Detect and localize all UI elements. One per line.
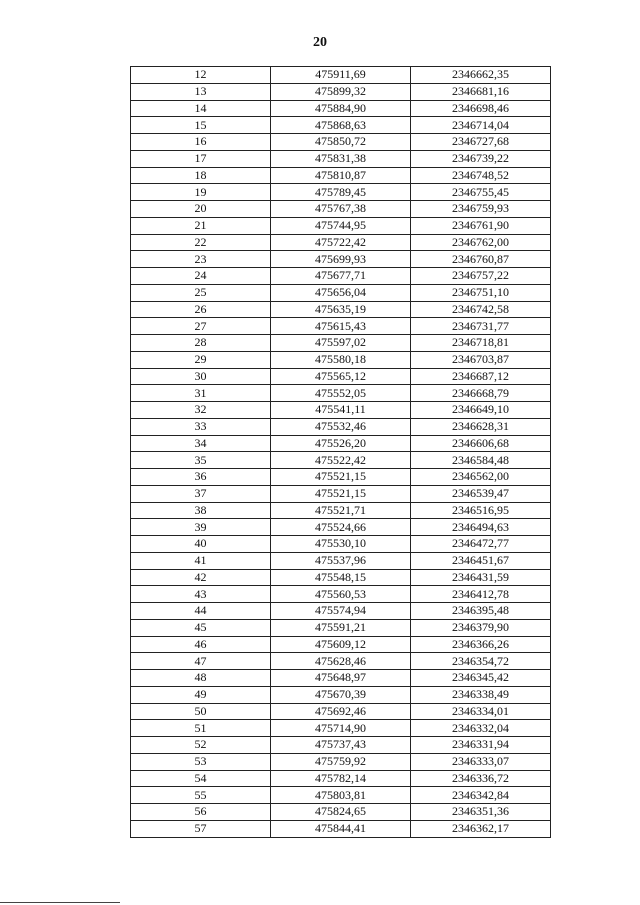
x-coordinate-cell: 475850,72	[271, 134, 411, 151]
table-row	[131, 117, 551, 134]
point-number-cell: 39	[131, 519, 271, 536]
x-coordinate-cell: 475699,93	[271, 251, 411, 268]
y-coordinate-cell: 2346451,67	[411, 552, 551, 569]
table-row	[131, 670, 551, 687]
x-coordinate-cell: 475522,42	[271, 452, 411, 469]
y-coordinate-cell: 2346379,90	[411, 619, 551, 636]
y-coordinate-cell: 2346718,81	[411, 335, 551, 352]
y-coordinate-cell: 2346668,79	[411, 385, 551, 402]
table-row	[131, 402, 551, 419]
coordinates-table-body	[131, 67, 551, 838]
table-row	[131, 83, 551, 100]
table-row	[131, 753, 551, 770]
y-coordinate-cell: 2346345,42	[411, 670, 551, 687]
y-coordinate-cell: 2346748,52	[411, 167, 551, 184]
y-coordinate-cell: 2346354,72	[411, 653, 551, 670]
point-number-cell: 17	[131, 150, 271, 167]
y-coordinate-cell: 2346338,49	[411, 686, 551, 703]
y-coordinate-cell: 2346628,31	[411, 418, 551, 435]
table-row	[131, 737, 551, 754]
x-coordinate-cell: 475767,38	[271, 201, 411, 218]
y-coordinate-cell: 2346606,68	[411, 435, 551, 452]
y-coordinate-cell: 2346742,58	[411, 301, 551, 318]
x-coordinate-cell: 475648,97	[271, 670, 411, 687]
y-coordinate-cell: 2346334,01	[411, 703, 551, 720]
point-number-cell: 32	[131, 402, 271, 419]
point-number-cell: 56	[131, 804, 271, 821]
point-number-cell: 54	[131, 770, 271, 787]
table-row	[131, 603, 551, 620]
y-coordinate-cell: 2346714,04	[411, 117, 551, 134]
point-number-cell: 18	[131, 167, 271, 184]
point-number-cell: 13	[131, 83, 271, 100]
point-number-cell: 53	[131, 753, 271, 770]
table-row	[131, 720, 551, 737]
x-coordinate-cell: 475530,10	[271, 536, 411, 553]
table-row	[131, 67, 551, 84]
x-coordinate-cell: 475782,14	[271, 770, 411, 787]
y-coordinate-cell: 2346703,87	[411, 351, 551, 368]
y-coordinate-cell: 2346472,77	[411, 536, 551, 553]
y-coordinate-cell: 2346681,16	[411, 83, 551, 100]
point-number-cell: 45	[131, 619, 271, 636]
x-coordinate-cell: 475759,92	[271, 753, 411, 770]
point-number-cell: 48	[131, 670, 271, 687]
table-row	[131, 519, 551, 536]
x-coordinate-cell: 475899,32	[271, 83, 411, 100]
point-number-cell: 19	[131, 184, 271, 201]
x-coordinate-cell: 475521,15	[271, 485, 411, 502]
x-coordinate-cell: 475844,41	[271, 820, 411, 837]
table-row	[131, 502, 551, 519]
coordinates-table	[130, 66, 551, 838]
table-row	[131, 385, 551, 402]
y-coordinate-cell: 2346584,48	[411, 452, 551, 469]
table-row	[131, 368, 551, 385]
point-number-cell: 41	[131, 552, 271, 569]
table-row	[131, 469, 551, 486]
point-number-cell: 44	[131, 603, 271, 620]
x-coordinate-cell: 475524,66	[271, 519, 411, 536]
x-coordinate-cell: 475692,46	[271, 703, 411, 720]
table-row	[131, 335, 551, 352]
x-coordinate-cell: 475803,81	[271, 787, 411, 804]
table-row	[131, 134, 551, 151]
point-number-cell: 47	[131, 653, 271, 670]
table-row	[131, 284, 551, 301]
point-number-cell: 30	[131, 368, 271, 385]
point-number-cell: 52	[131, 737, 271, 754]
x-coordinate-cell: 475532,46	[271, 418, 411, 435]
y-coordinate-cell: 2346757,22	[411, 268, 551, 285]
table-row	[131, 636, 551, 653]
page-number: 20	[313, 35, 327, 50]
x-coordinate-cell: 475574,94	[271, 603, 411, 620]
point-number-cell: 35	[131, 452, 271, 469]
table-row	[131, 820, 551, 837]
x-coordinate-cell: 475911,69	[271, 67, 411, 84]
point-number-cell: 21	[131, 217, 271, 234]
x-coordinate-cell: 475677,71	[271, 268, 411, 285]
point-number-cell: 50	[131, 703, 271, 720]
x-coordinate-cell: 475884,90	[271, 100, 411, 117]
point-number-cell: 43	[131, 586, 271, 603]
y-coordinate-cell: 2346412,78	[411, 586, 551, 603]
point-number-cell: 16	[131, 134, 271, 151]
point-number-cell: 42	[131, 569, 271, 586]
x-coordinate-cell: 475722,42	[271, 234, 411, 251]
y-coordinate-cell: 2346516,95	[411, 502, 551, 519]
x-coordinate-cell: 475537,96	[271, 552, 411, 569]
x-coordinate-cell: 475810,87	[271, 167, 411, 184]
point-number-cell: 29	[131, 351, 271, 368]
table-row	[131, 167, 551, 184]
point-number-cell: 55	[131, 787, 271, 804]
y-coordinate-cell: 2346662,35	[411, 67, 551, 84]
x-coordinate-cell: 475635,19	[271, 301, 411, 318]
y-coordinate-cell: 2346751,10	[411, 284, 551, 301]
point-number-cell: 15	[131, 117, 271, 134]
table-row	[131, 653, 551, 670]
y-coordinate-cell: 2346759,93	[411, 201, 551, 218]
y-coordinate-cell: 2346342,84	[411, 787, 551, 804]
y-coordinate-cell: 2346731,77	[411, 318, 551, 335]
y-coordinate-cell: 2346649,10	[411, 402, 551, 419]
x-coordinate-cell: 475714,90	[271, 720, 411, 737]
y-coordinate-cell: 2346760,87	[411, 251, 551, 268]
y-coordinate-cell: 2346351,36	[411, 804, 551, 821]
y-coordinate-cell: 2346755,45	[411, 184, 551, 201]
x-coordinate-cell: 475548,15	[271, 569, 411, 586]
x-coordinate-cell: 475552,05	[271, 385, 411, 402]
table-row	[131, 100, 551, 117]
table-row	[131, 804, 551, 821]
x-coordinate-cell: 475737,43	[271, 737, 411, 754]
x-coordinate-cell: 475868,63	[271, 117, 411, 134]
x-coordinate-cell: 475541,11	[271, 402, 411, 419]
point-number-cell: 46	[131, 636, 271, 653]
y-coordinate-cell: 2346332,04	[411, 720, 551, 737]
point-number-cell: 34	[131, 435, 271, 452]
y-coordinate-cell: 2346431,59	[411, 569, 551, 586]
point-number-cell: 22	[131, 234, 271, 251]
point-number-cell: 26	[131, 301, 271, 318]
y-coordinate-cell: 2346331,94	[411, 737, 551, 754]
point-number-cell: 25	[131, 284, 271, 301]
table-row	[131, 201, 551, 218]
x-coordinate-cell: 475521,15	[271, 469, 411, 486]
table-row	[131, 586, 551, 603]
point-number-cell: 57	[131, 820, 271, 837]
point-number-cell: 24	[131, 268, 271, 285]
x-coordinate-cell: 475831,38	[271, 150, 411, 167]
x-coordinate-cell: 475615,43	[271, 318, 411, 335]
y-coordinate-cell: 2346395,48	[411, 603, 551, 620]
point-number-cell: 33	[131, 418, 271, 435]
y-coordinate-cell: 2346562,00	[411, 469, 551, 486]
table-row	[131, 318, 551, 335]
x-coordinate-cell: 475628,46	[271, 653, 411, 670]
table-row	[131, 251, 551, 268]
x-coordinate-cell: 475526,20	[271, 435, 411, 452]
x-coordinate-cell: 475609,12	[271, 636, 411, 653]
x-coordinate-cell: 475789,45	[271, 184, 411, 201]
x-coordinate-cell: 475565,12	[271, 368, 411, 385]
table-row	[131, 770, 551, 787]
table-row	[131, 268, 551, 285]
point-number-cell: 36	[131, 469, 271, 486]
table-row	[131, 703, 551, 720]
table-row	[131, 787, 551, 804]
point-number-cell: 23	[131, 251, 271, 268]
table-row	[131, 301, 551, 318]
y-coordinate-cell: 2346333,07	[411, 753, 551, 770]
point-number-cell: 51	[131, 720, 271, 737]
point-number-cell: 27	[131, 318, 271, 335]
x-coordinate-cell: 475656,04	[271, 284, 411, 301]
point-number-cell: 12	[131, 67, 271, 84]
point-number-cell: 40	[131, 536, 271, 553]
table-row	[131, 217, 551, 234]
point-number-cell: 38	[131, 502, 271, 519]
table-row	[131, 351, 551, 368]
y-coordinate-cell: 2346366,26	[411, 636, 551, 653]
table-row	[131, 184, 551, 201]
x-coordinate-cell: 475744,95	[271, 217, 411, 234]
x-coordinate-cell: 475591,21	[271, 619, 411, 636]
y-coordinate-cell: 2346362,17	[411, 820, 551, 837]
x-coordinate-cell: 475597,02	[271, 335, 411, 352]
table-row	[131, 435, 551, 452]
y-coordinate-cell: 2346761,90	[411, 217, 551, 234]
table-row	[131, 150, 551, 167]
x-coordinate-cell: 475824,65	[271, 804, 411, 821]
table-row	[131, 418, 551, 435]
table-row	[131, 552, 551, 569]
point-number-cell: 31	[131, 385, 271, 402]
x-coordinate-cell: 475521,71	[271, 502, 411, 519]
point-number-cell: 14	[131, 100, 271, 117]
point-number-cell: 20	[131, 201, 271, 218]
y-coordinate-cell: 2346539,47	[411, 485, 551, 502]
table-row	[131, 234, 551, 251]
table-row	[131, 569, 551, 586]
x-coordinate-cell: 475670,39	[271, 686, 411, 703]
y-coordinate-cell: 2346727,68	[411, 134, 551, 151]
point-number-cell: 49	[131, 686, 271, 703]
y-coordinate-cell: 2346494,63	[411, 519, 551, 536]
page-edge-line	[0, 902, 120, 903]
y-coordinate-cell: 2346336,72	[411, 770, 551, 787]
table-row	[131, 536, 551, 553]
y-coordinate-cell: 2346762,00	[411, 234, 551, 251]
table-row	[131, 686, 551, 703]
point-number-cell: 37	[131, 485, 271, 502]
x-coordinate-cell: 475580,18	[271, 351, 411, 368]
point-number-cell: 28	[131, 335, 271, 352]
table-row	[131, 452, 551, 469]
y-coordinate-cell: 2346698,46	[411, 100, 551, 117]
x-coordinate-cell: 475560,53	[271, 586, 411, 603]
y-coordinate-cell: 2346739,22	[411, 150, 551, 167]
table-row	[131, 485, 551, 502]
table-row	[131, 619, 551, 636]
y-coordinate-cell: 2346687,12	[411, 368, 551, 385]
